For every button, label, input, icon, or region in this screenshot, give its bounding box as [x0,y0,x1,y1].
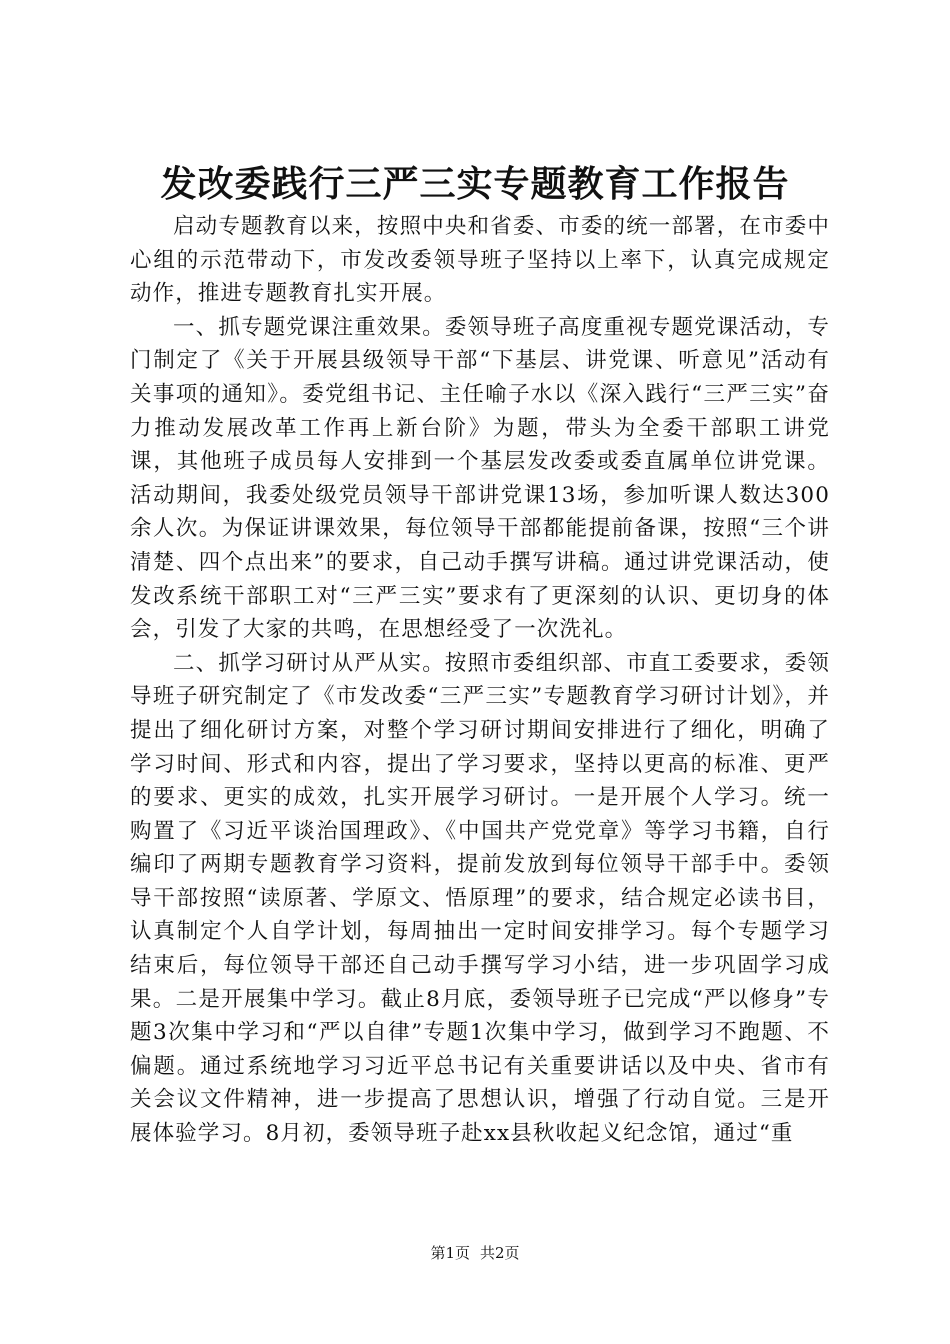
page-number: 第1页 [430,1244,470,1262]
paragraph-party-lecture: 一、抓专题党课注重效果。委领导班子高度重视专题党课活动，专门制定了《关于开展县级领导干部“下基层、讲党课、听意见”活动有关事项的通知》。委党组书记、主任喻子水以《深入践行“三严三实”奋力推动发展改革工作再上新台阶》为题，带头为全委干部职工讲党课，其他班子成员每人安排到一个基层发改委或委直属单位讲党课。活动期间，我委处级党员领导干部讲党课13场，参加听课人数达300余人次。为保证讲课效果，每位领导干部都能提前备课，按照“三个讲清楚、四个点出来”的要求，自己动手撰写讲稿。通过讲党课活动，使发改系统干部职工对“三严三实”要求有了更深刻的认识、更切身的体会，引发了大家的共鸣，在思想经受了一次洗礼。 [130,314,830,643]
paragraph-intro: 启动专题教育以来，按照中央和省委、市委的统一部署，在市委中心组的示范带动下，市发改委领导班子坚持以上率下，认真完成规定动作，推进专题教育扎实开展。 [130,214,830,307]
paragraph-study-discussion: 二、抓学习研讨从严从实。按照市委组织部、市直工委要求，委领导班子研究制定了《市发改委“三严三实”专题教育学习研讨计划》，并提出了细化研讨方案，对整个学习研讨期间安排进行了细化，明确了学习时间、形式和内容，提出了学习要求，坚持以更高的标准、更严的要求、更实的成效，扎实开展学习研讨。一是开展个人学习。统一购置了《习近平谈治国理政》、《中国共产党党章》等学习书籍，自行编印了两期专题教育学习资料，提前发放到每位领导干部手中。委领导干部按照“读原著、学原文、悟原理”的要求，结合规定必读书目，认真制定个人自学计划，每周抽出一定时间安排学习。每个专题学习结束后，每位领导干部还自己动手撰写学习小结，进一步巩固学习成果。二是开展集中学习。截止8月底，委领导班子已完成“严以修身”专题3次集中学习和“严以自律”专题1次集中学习，做到学习不跑题、不偏题。通过系统地学习习近平总书记有关重要讲话以及中央、省市有关会议文件精神，进一步提高了思想认识，增强了行动自觉。三是开展体验学习。8月初，委领导班子赴xx县秋收起义纪念馆，通过“重 [130,650,830,1147]
page-footer [0,1243,950,1263]
document-body [130,210,830,1151]
page-total: 共2页 [480,1244,520,1262]
document-title: 发改委践行三严三实专题教育工作报告 [160,163,790,205]
